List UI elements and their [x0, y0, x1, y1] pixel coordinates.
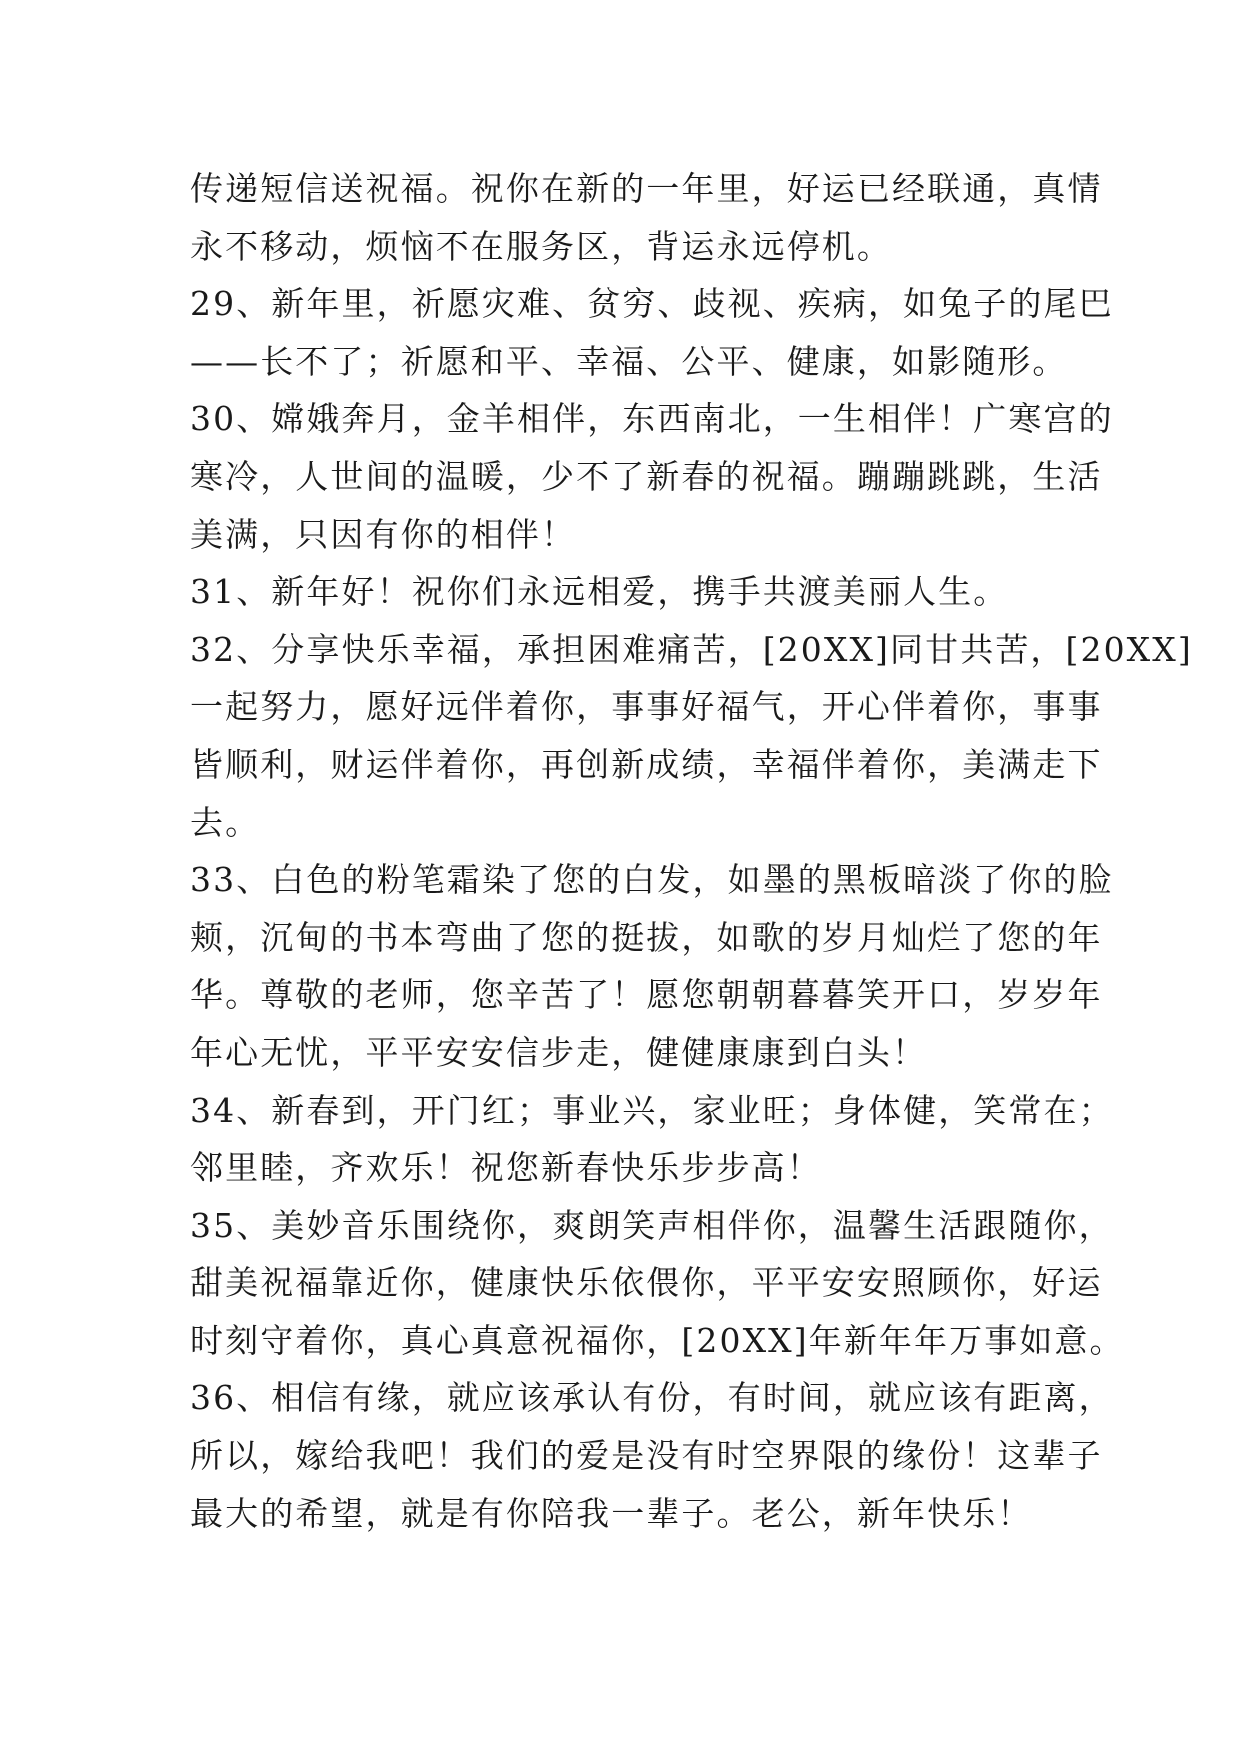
text-line: 去。: [190, 802, 261, 842]
text-line: 29、新年里，祈愿灾难、贫穷、歧视、疾病，如兔子的尾巴: [190, 284, 1114, 324]
text-line: 32、分享快乐幸福，承担困难痛苦，[20XX]同甘共苦，[20XX]: [190, 629, 1193, 669]
text-line: 时刻守着你，真心真意祝福你，[20XX]年新年年万事如意。: [190, 1320, 1125, 1360]
text-line: 34、新春到，开门红；事业兴，家业旺；身体健，笑常在；: [190, 1090, 1114, 1130]
text-line: 31、新年好！祝你们永远相爱，携手共渡美丽人生。: [190, 572, 1009, 612]
text-line: 美满，只因有你的相伴！: [190, 514, 577, 554]
text-line: 邻里睦，齐欢乐！祝您新春快乐步步高！: [190, 1148, 822, 1188]
text-line: 皆顺利，财运伴着你，再创新成绩，幸福伴着你，美满走下: [190, 744, 1103, 784]
text-line: 华。尊敬的老师，您辛苦了！愿您朝朝暮暮笑开口，岁岁年: [190, 975, 1103, 1015]
text-line: 一起努力，愿好远伴着你，事事好福气，开心伴着你，事事: [190, 687, 1103, 727]
text-line: 30、嫦娥奔月，金羊相伴，东西南北，一生相伴！广寒宫的: [190, 399, 1114, 439]
text-line: 寒冷，人世间的温暖，少不了新春的祝福。蹦蹦跳跳，生活: [190, 456, 1103, 496]
text-line: 35、美妙音乐围绕你，爽朗笑声相伴你，温馨生活跟随你，: [190, 1205, 1114, 1245]
text-line: 颊，沉甸的书本弯曲了您的挺拔，如歌的岁月灿烂了您的年: [190, 917, 1103, 957]
text-line: 36、相信有缘，就应该承认有份，有时间，就应该有距离，: [190, 1378, 1114, 1418]
text-line: ——长不了；祈愿和平、幸福、公平、健康，如影随形。: [190, 341, 1068, 381]
text-line: 年心无忧，平平安安信步走，健健康康到白头！: [190, 1032, 928, 1072]
body-text: [190, 160, 1193, 1542]
text-line: 33、白色的粉笔霜染了您的白发，如墨的黑板暗淡了你的脸: [190, 860, 1114, 900]
text-line: 甜美祝福靠近你，健康快乐依偎你，平平安安照顾你，好运: [190, 1263, 1103, 1303]
text-line: 最大的希望，就是有你陪我一辈子。老公，新年快乐！: [190, 1493, 1033, 1533]
text-line: 所以，嫁给我吧！我们的爱是没有时空界限的缘份！这辈子: [190, 1436, 1103, 1476]
text-line: 传递短信送祝福。祝你在新的一年里，好运已经联通，真情: [190, 169, 1103, 208]
text-line: 永不移动，烦恼不在服务区，背运永远停机。: [190, 226, 892, 266]
